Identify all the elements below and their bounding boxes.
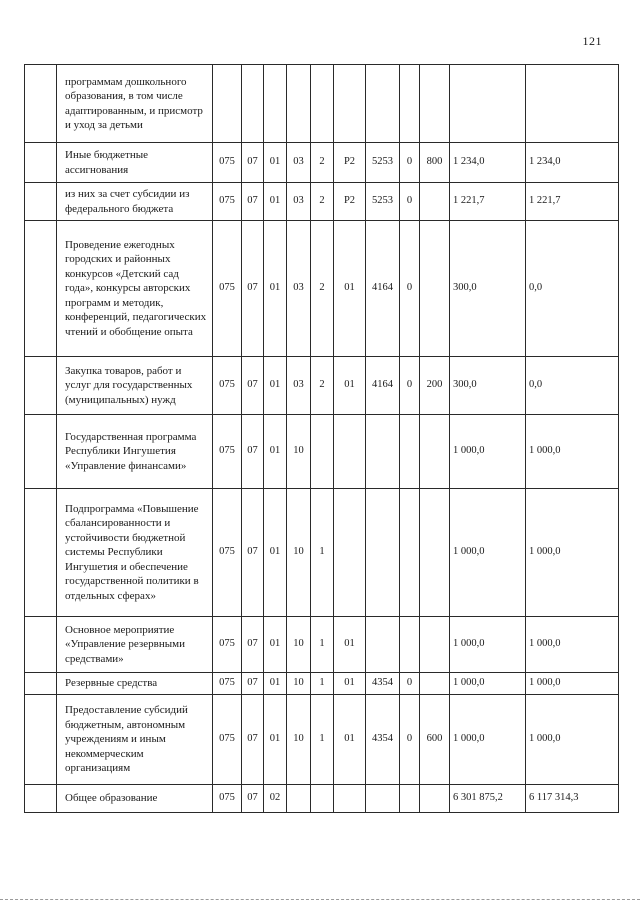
row-name: Закупка товаров, работ и услуг для государственных (муниципальных) нужд [57, 357, 213, 415]
row-name: Общее образование [57, 785, 213, 813]
code-cell: 07 [242, 695, 264, 785]
code-cell [420, 673, 450, 695]
table-row [25, 221, 619, 357]
code-cell [420, 65, 450, 143]
code-cell: 01 [264, 143, 287, 183]
code-cell: 01 [334, 673, 366, 695]
code-cell: 01 [334, 221, 366, 357]
code-cell [420, 183, 450, 221]
code-cell: 01 [264, 695, 287, 785]
code-cell: 07 [242, 143, 264, 183]
amount-cell-2: 1 221,7 [526, 183, 619, 221]
table-row [25, 65, 619, 143]
code-cell: 10 [287, 695, 311, 785]
code-cell: P2 [334, 183, 366, 221]
index-cell [25, 673, 57, 695]
code-cell: 4354 [366, 673, 400, 695]
code-cell [334, 785, 366, 813]
code-cell [366, 415, 400, 489]
code-cell [334, 489, 366, 617]
table-row [25, 673, 619, 695]
code-cell [420, 415, 450, 489]
code-cell: 2 [311, 221, 334, 357]
code-cell: 0 [400, 673, 420, 695]
code-cell: 1 [311, 695, 334, 785]
code-cell: 01 [264, 357, 287, 415]
code-cell [366, 65, 400, 143]
code-cell [366, 489, 400, 617]
code-cell: 07 [242, 221, 264, 357]
amount-cell-1: 6 301 875,2 [450, 785, 526, 813]
amount-cell-2: 0,0 [526, 221, 619, 357]
code-cell: P2 [334, 143, 366, 183]
code-cell: 07 [242, 183, 264, 221]
code-cell [420, 617, 450, 673]
row-name: Предоставление субсидий бюджетным, автономным учреждениям и иным некоммерческим организациям [57, 695, 213, 785]
code-cell: 0 [400, 143, 420, 183]
amount-cell-1: 1 234,0 [450, 143, 526, 183]
code-cell [311, 785, 334, 813]
code-cell [287, 785, 311, 813]
amount-cell-2: 1 000,0 [526, 695, 619, 785]
code-cell: 03 [287, 143, 311, 183]
code-cell [400, 65, 420, 143]
code-cell: 075 [213, 695, 242, 785]
code-cell: 2 [311, 183, 334, 221]
row-name: Проведение ежегодных городских и районных конкурсов «Детский сад года», конкурсы авторских программ и методик, конференций, педагогических чтений и обобщение опыта [57, 221, 213, 357]
table-row [25, 415, 619, 489]
index-cell [25, 143, 57, 183]
row-name: Основное мероприятие «Управление резервными средствами» [57, 617, 213, 673]
budget-table [24, 64, 619, 813]
code-cell: 07 [242, 673, 264, 695]
code-cell: 01 [264, 415, 287, 489]
row-name: программам дошкольного образования, в том числе адаптированным, и присмотр и уход за детьми [57, 65, 213, 143]
index-cell [25, 415, 57, 489]
code-cell: 200 [420, 357, 450, 415]
code-cell: 1 [311, 617, 334, 673]
index-cell [25, 183, 57, 221]
amount-cell-2: 6 117 314,3 [526, 785, 619, 813]
code-cell [400, 785, 420, 813]
amount-cell-2: 1 000,0 [526, 617, 619, 673]
code-cell: 075 [213, 785, 242, 813]
table-row [25, 357, 619, 415]
index-cell [25, 65, 57, 143]
code-cell [420, 221, 450, 357]
code-cell: 07 [242, 415, 264, 489]
amount-cell-1: 1 000,0 [450, 695, 526, 785]
code-cell: 075 [213, 489, 242, 617]
index-cell [25, 785, 57, 813]
amount-cell-2: 1 234,0 [526, 143, 619, 183]
index-cell [25, 695, 57, 785]
table-row [25, 617, 619, 673]
code-cell [400, 489, 420, 617]
code-cell [287, 65, 311, 143]
code-cell [420, 785, 450, 813]
amount-cell-1: 1 221,7 [450, 183, 526, 221]
code-cell: 02 [264, 785, 287, 813]
amount-cell-1: 1 000,0 [450, 489, 526, 617]
code-cell [311, 65, 334, 143]
code-cell: 01 [334, 695, 366, 785]
code-cell: 600 [420, 695, 450, 785]
row-name: Иные бюджетные ассигнования [57, 143, 213, 183]
code-cell: 075 [213, 221, 242, 357]
code-cell: 10 [287, 415, 311, 489]
code-cell [366, 617, 400, 673]
code-cell [366, 785, 400, 813]
code-cell: 01 [264, 673, 287, 695]
code-cell: 10 [287, 489, 311, 617]
code-cell: 0 [400, 357, 420, 415]
code-cell: 01 [264, 617, 287, 673]
code-cell [420, 489, 450, 617]
index-cell [25, 617, 57, 673]
amount-cell-1: 300,0 [450, 221, 526, 357]
code-cell: 075 [213, 143, 242, 183]
row-name: Подпрограмма «Повышение сбалансированности и устойчивости бюджетной системы Республики Ингушетия и обеспечение государственной политики в отдельных сферах» [57, 489, 213, 617]
amount-cell-2: 0,0 [526, 357, 619, 415]
code-cell: 1 [311, 489, 334, 617]
code-cell: 4164 [366, 221, 400, 357]
code-cell: 07 [242, 489, 264, 617]
code-cell: 2 [311, 143, 334, 183]
code-cell [311, 415, 334, 489]
page-number: 121 [582, 34, 602, 48]
table-row [25, 183, 619, 221]
code-cell: 0 [400, 183, 420, 221]
code-cell [213, 65, 242, 143]
code-cell [400, 415, 420, 489]
code-cell: 075 [213, 357, 242, 415]
table-body [25, 65, 619, 813]
amount-cell-1: 1 000,0 [450, 673, 526, 695]
amount-cell-2: 1 000,0 [526, 673, 619, 695]
code-cell: 03 [287, 357, 311, 415]
code-cell: 075 [213, 673, 242, 695]
code-cell: 01 [334, 357, 366, 415]
index-cell [25, 357, 57, 415]
amount-cell-1: 1 000,0 [450, 617, 526, 673]
table-row [25, 489, 619, 617]
code-cell: 01 [264, 183, 287, 221]
code-cell [264, 65, 287, 143]
code-cell: 07 [242, 785, 264, 813]
code-cell: 01 [264, 221, 287, 357]
code-cell: 4164 [366, 357, 400, 415]
code-cell: 01 [264, 489, 287, 617]
code-cell: 10 [287, 617, 311, 673]
amount-cell-2 [526, 65, 619, 143]
code-cell [334, 65, 366, 143]
code-cell: 2 [311, 357, 334, 415]
code-cell: 10 [287, 673, 311, 695]
code-cell: 03 [287, 183, 311, 221]
amount-cell-2: 1 000,0 [526, 489, 619, 617]
amount-cell-1: 300,0 [450, 357, 526, 415]
index-cell [25, 489, 57, 617]
code-cell: 01 [334, 617, 366, 673]
row-name: Резервные средства [57, 673, 213, 695]
code-cell: 4354 [366, 695, 400, 785]
code-cell: 0 [400, 695, 420, 785]
code-cell: 0 [400, 221, 420, 357]
code-cell: 07 [242, 357, 264, 415]
code-cell: 800 [420, 143, 450, 183]
code-cell: 075 [213, 183, 242, 221]
code-cell: 075 [213, 415, 242, 489]
page-bottom-divider [0, 899, 640, 900]
code-cell [334, 415, 366, 489]
amount-cell-1 [450, 65, 526, 143]
table-row [25, 785, 619, 813]
amount-cell-1: 1 000,0 [450, 415, 526, 489]
code-cell: 07 [242, 617, 264, 673]
row-name: из них за счет субсидии из федерального бюджета [57, 183, 213, 221]
table-row [25, 143, 619, 183]
code-cell [400, 617, 420, 673]
row-name: Государственная программа Республики Ингушетия «Управление финансами» [57, 415, 213, 489]
code-cell: 5253 [366, 183, 400, 221]
code-cell [242, 65, 264, 143]
code-cell: 075 [213, 617, 242, 673]
code-cell: 1 [311, 673, 334, 695]
amount-cell-2: 1 000,0 [526, 415, 619, 489]
code-cell: 03 [287, 221, 311, 357]
index-cell [25, 221, 57, 357]
code-cell: 5253 [366, 143, 400, 183]
table-row [25, 695, 619, 785]
